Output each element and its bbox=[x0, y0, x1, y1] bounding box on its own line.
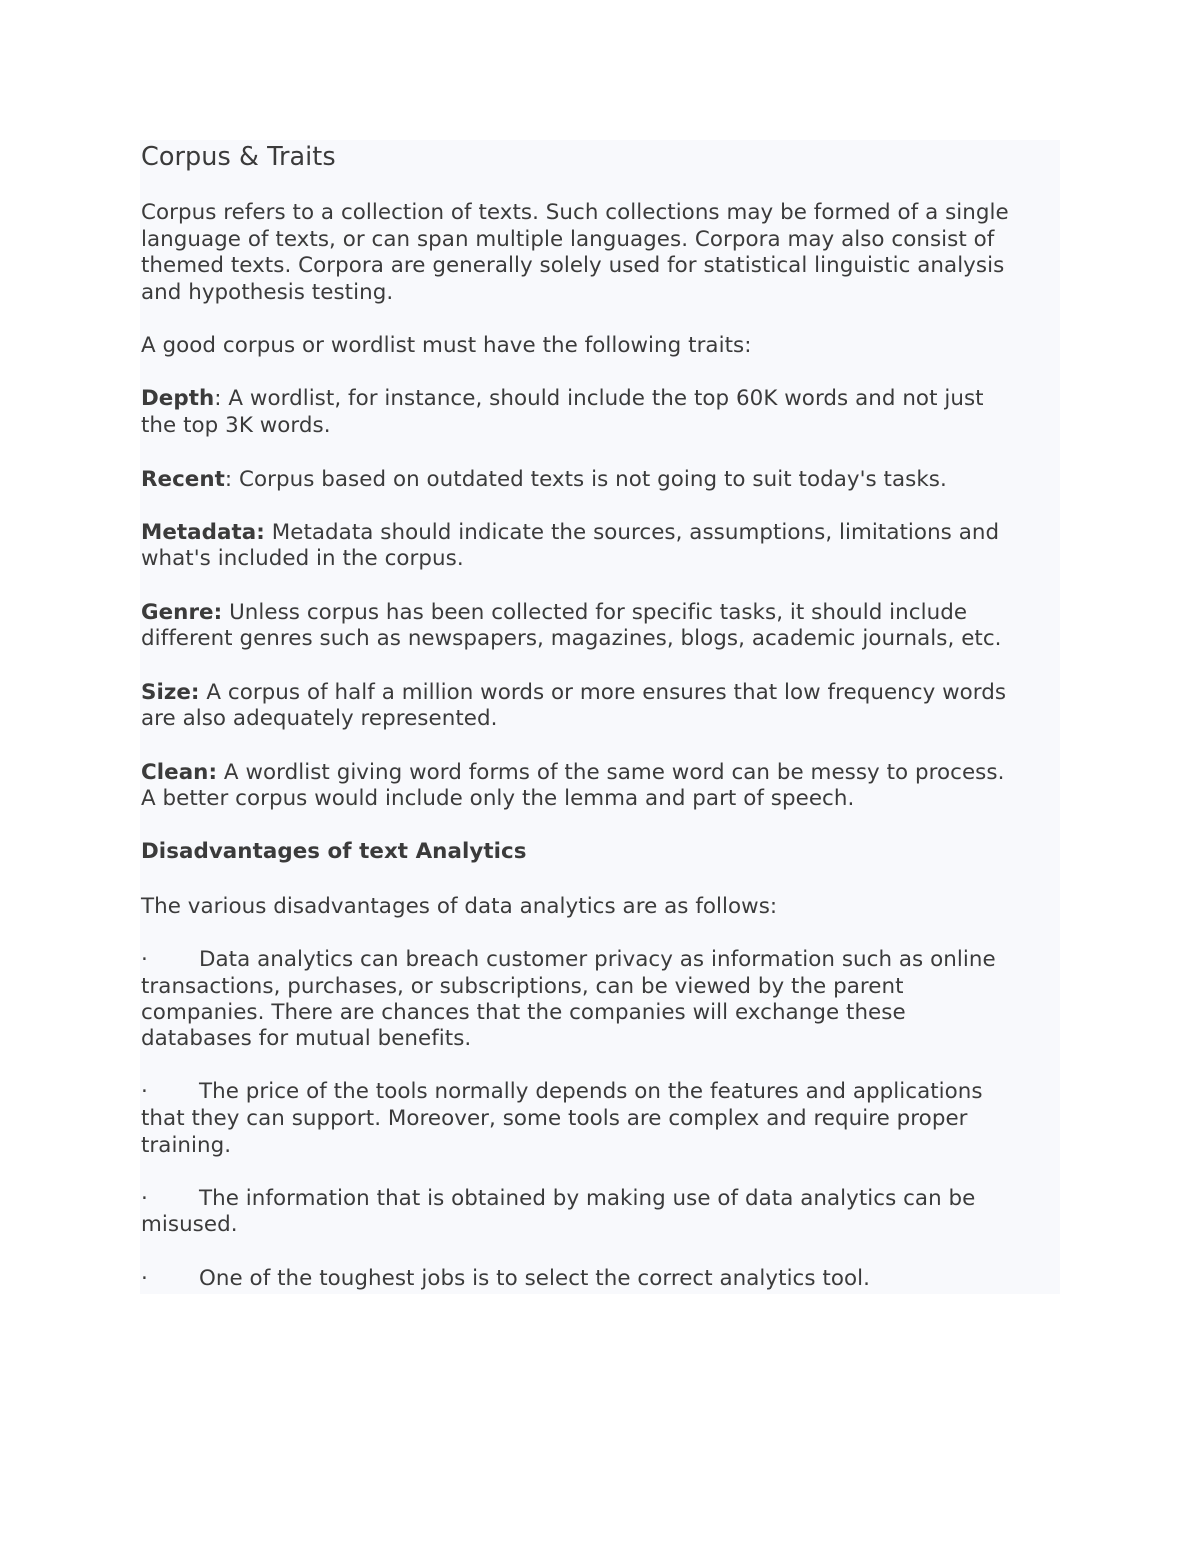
trait-label: Size: bbox=[141, 680, 200, 705]
bullet-item bbox=[141, 1078, 983, 1105]
trait-genre bbox=[141, 599, 967, 626]
trait-size bbox=[141, 679, 1006, 706]
bullet-item bbox=[141, 1185, 975, 1212]
bullet-text: transactions, purchases, or subscriptions, can be viewed by the parent bbox=[141, 974, 904, 999]
bullet-dot-icon: · bbox=[141, 947, 148, 972]
trait-text: the top 3K words. bbox=[141, 413, 331, 438]
trait-metadata bbox=[141, 519, 999, 546]
intro-line: language of texts, or can span multiple languages. Corpora may also consist of bbox=[141, 227, 995, 252]
intro-line: Corpus refers to a collection of texts. Such collections may be formed of a single bbox=[141, 200, 1009, 225]
trait-label: Depth bbox=[141, 386, 215, 411]
trait-recent bbox=[141, 466, 947, 493]
trait-label: Genre: bbox=[141, 600, 223, 625]
trait-label: Metadata: bbox=[141, 520, 265, 545]
trait-text: A corpus of half a million words or more ensures that low frequency words bbox=[199, 680, 1007, 705]
traits-intro: A good corpus or wordlist must have the following traits: bbox=[141, 333, 752, 358]
bullet-dot-icon: · bbox=[141, 1079, 148, 1104]
bullet-dot-icon: · bbox=[141, 1266, 148, 1291]
trait-depth bbox=[141, 385, 984, 412]
trait-text: Unless corpus has been collected for specific tasks, it should include bbox=[222, 600, 968, 625]
trait-label: Recent bbox=[141, 467, 225, 492]
trait-text: what's included in the corpus. bbox=[141, 546, 464, 571]
bullet-item bbox=[141, 1265, 870, 1292]
page-title: Corpus & Traits bbox=[141, 142, 336, 172]
trait-text: : Corpus based on outdated texts is not going to suit today's tasks. bbox=[224, 467, 947, 492]
bullet-text: Data analytics can breach customer privacy as information such as online bbox=[199, 947, 996, 972]
trait-clean bbox=[141, 759, 1004, 786]
bullet-text: The information that is obtained by making use of data analytics can be bbox=[199, 1186, 976, 1211]
bullet-text: One of the toughest jobs is to select the correct analytics tool. bbox=[199, 1266, 870, 1291]
bullet-item bbox=[141, 946, 996, 973]
bullet-dot-icon: · bbox=[141, 1186, 148, 1211]
bullet-text: misused. bbox=[141, 1212, 238, 1237]
section-intro: The various disadvantages of data analytics are as follows: bbox=[141, 894, 778, 919]
trait-text: : A wordlist, for instance, should include the top 60K words and not just bbox=[214, 386, 984, 411]
trait-text: A better corpus would include only the lemma and part of speech. bbox=[141, 786, 855, 811]
bullet-text: databases for mutual benefits. bbox=[141, 1026, 472, 1051]
bullet-text: that they can support. Moreover, some tools are complex and require proper bbox=[141, 1106, 968, 1131]
trait-text: are also adequately represented. bbox=[141, 706, 498, 731]
intro-line: themed texts. Corpora are generally solely used for statistical linguistic analysis bbox=[141, 253, 1005, 278]
trait-text: different genres such as newspapers, magazines, blogs, academic journals, etc. bbox=[141, 626, 1002, 651]
trait-text: A wordlist giving word forms of the same word can be messy to process. bbox=[217, 760, 1005, 785]
section-heading: Disadvantages of text Analytics bbox=[141, 839, 527, 864]
trait-text: Metadata should indicate the sources, assumptions, limitations and bbox=[264, 520, 1000, 545]
bullet-text: training. bbox=[141, 1133, 232, 1158]
bullet-text: companies. There are chances that the companies will exchange these bbox=[141, 1000, 906, 1025]
intro-line: and hypothesis testing. bbox=[141, 280, 394, 305]
bullet-text: The price of the tools normally depends on the features and applications bbox=[199, 1079, 983, 1104]
trait-label: Clean: bbox=[141, 760, 218, 785]
